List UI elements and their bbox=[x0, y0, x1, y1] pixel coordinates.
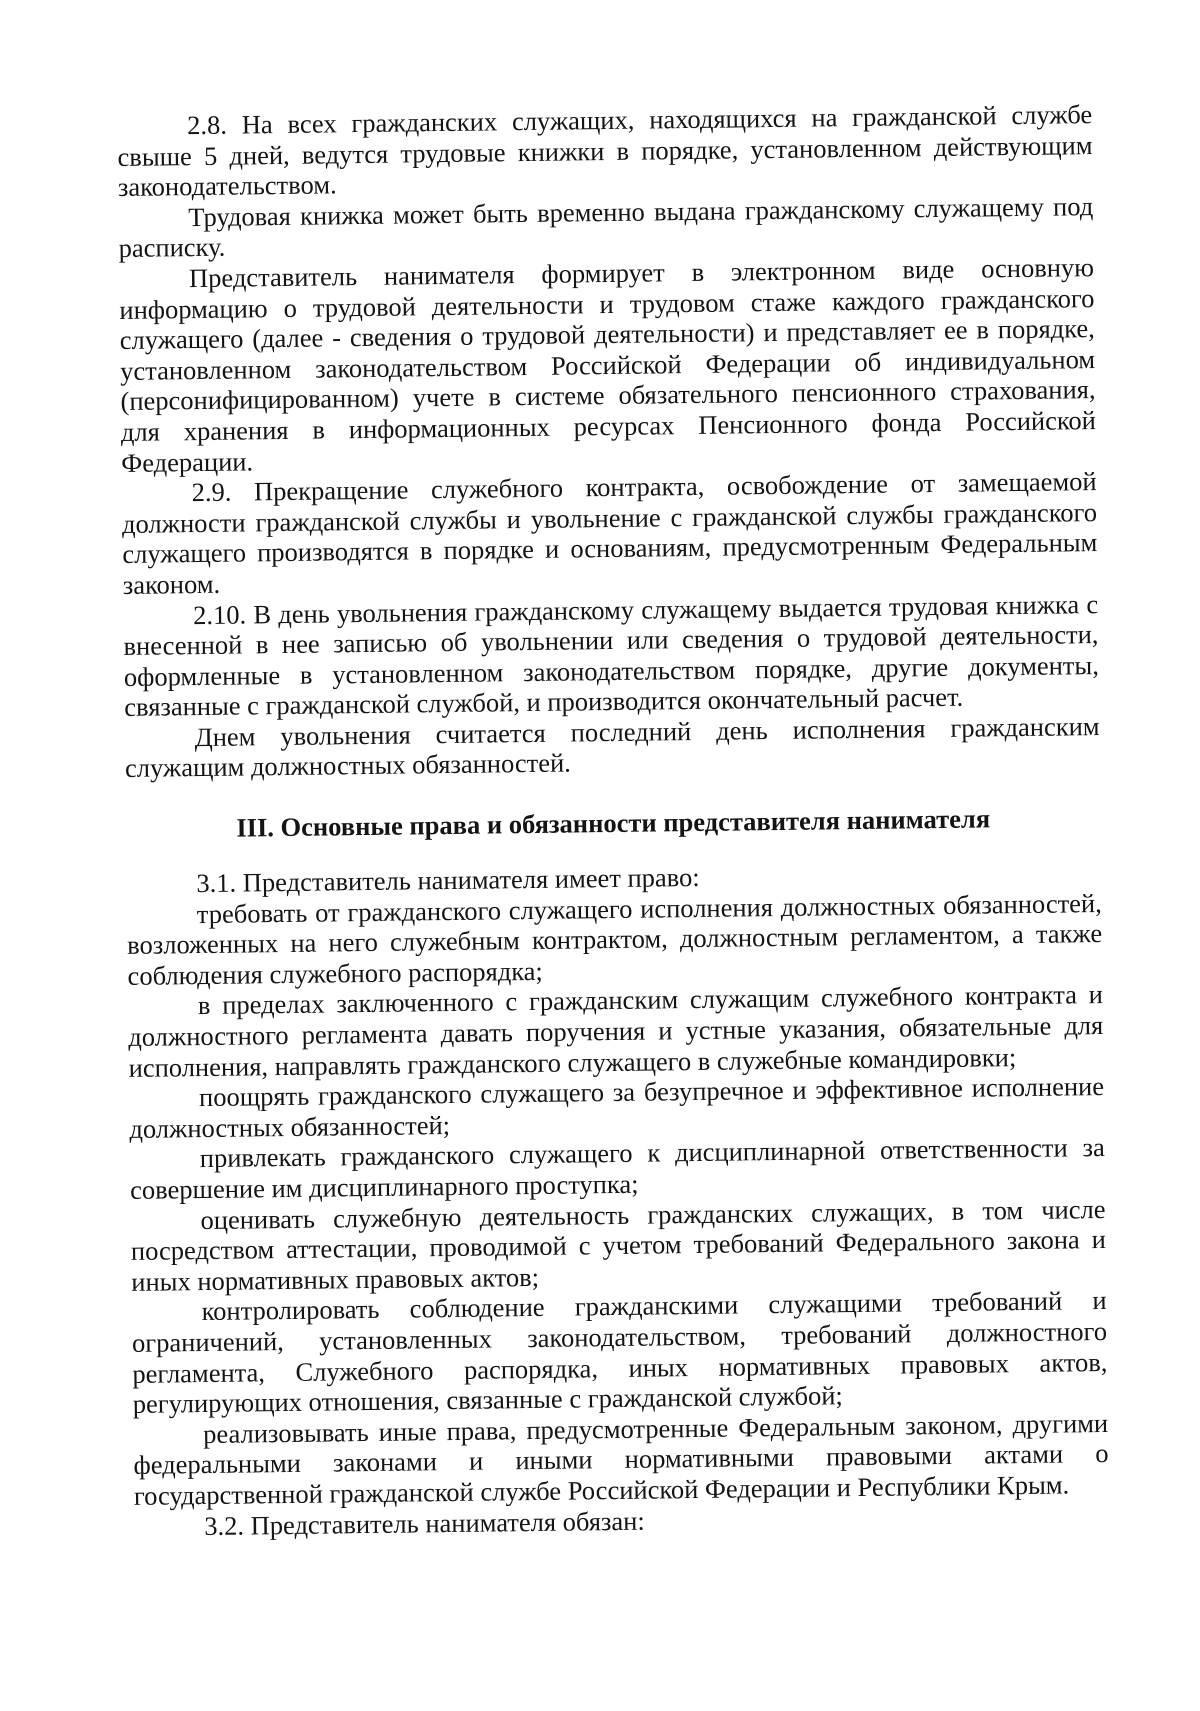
right-evaluate: оценивать служебную деятельность гражданских служащих, в том числе посредством аттестации, проводимой с учетом требований Федерального закона и иных нормативных правовых актов; bbox=[130, 1193, 1107, 1297]
right-require-duties: требовать от гражданского служащего исполнения должностных обязанностей, возложенных на него служебным контрактом, должностным регламентом, а также соблюдения служебного распорядка; bbox=[127, 887, 1103, 991]
paragraph-dismissal-day: Днем увольнения считается последний день исполнения гражданским служащим должностных обязанностей. bbox=[124, 710, 1100, 784]
right-discipline: привлекать гражданского служащего к дисциплинарной ответственности за совершение им дисциплинарного проступка; bbox=[129, 1132, 1105, 1205]
paragraph-3-2: 3.2. Представитель нанимателя обязан: bbox=[204, 1505, 645, 1541]
right-encourage: поощрять гражданского служащего за безупречное и эффективное исполнение должностных обязанностей; bbox=[129, 1071, 1105, 1144]
paragraph-2-8: 2.8. На всех гражданских служащих, находящихся на гражданской службе свыше 5 дней, ведутся трудовые книжки в порядке, установленном действующим законодательством. bbox=[117, 99, 1093, 203]
right-control: контролировать соблюдение гражданскими служащими требований и ограничений, установленных законодательством, требований должностного регламента, Служебного распорядка, иных нормативных правовых актов, регулирующих отношения, связанные с гражданской службой; bbox=[131, 1285, 1108, 1420]
paragraph-2-10: 2.10. В день увольнения гражданскому служащему выдается трудовая книжка с внесенной в нее записью об увольнении или сведения о трудовой деятельности, оформленные в установленном законодательством порядке, другие документы, связанные с гражданской службой, и производится окончательный расчет. bbox=[123, 588, 1100, 723]
right-other: реализовывать иные права, предусмотренные Федеральным законом, другими федеральными законами и иными нормативными правовыми актами о государственной гражданской службе Российской Федерации и Республики Крым. bbox=[133, 1407, 1109, 1511]
paragraph-3-1: 3.1. Представитель нанимателя имеет право: bbox=[196, 862, 700, 899]
paragraph-2-9: 2.9. Прекращение служебного контракта, освобождение от замещаемой должности гражданской службы и увольнение с гражданской службы гражданского служащего производятся в порядке и основаниям, предусмотренным Федеральным законом. bbox=[121, 466, 1098, 600]
right-give-instructions: в пределах заключенного с гражданским служащим служебного контракта и должностного регламента давать поручения и устные указания, обязательные для исполнения, направлять гражданского служащего в служебные командировки; bbox=[128, 979, 1104, 1083]
paragraph-electronic-records: Представитель нанимателя формирует в электронном виде основную информацию о трудовой деятельности и трудовом стаже каждого гражданского служащего (далее - сведения о трудовой деятельности) и представляет ее в порядке, установленном законодательством Российской Федерации об индивидуальном (персонифицированном) учете в системе обязательного пенсионного страхования, для хранения в информационных ресурсах Пенсионного фонда Российской Федерации. bbox=[119, 252, 1097, 478]
document-page bbox=[117, 99, 1109, 1542]
section-heading: III. Основные права и обязанности представителя нанимателя bbox=[236, 803, 991, 843]
paragraph-work-book-issue: Трудовая книжка может быть временно выдана гражданскому служащему под расписку. bbox=[118, 190, 1094, 264]
